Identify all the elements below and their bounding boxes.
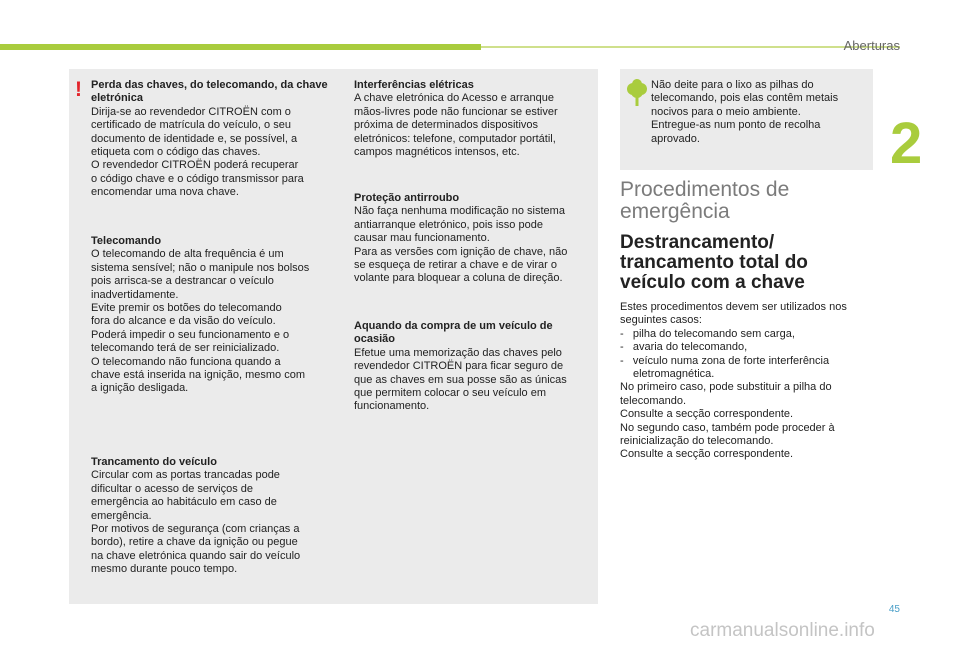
telecomando-title: Telecomando <box>91 235 162 247</box>
antirroubo-note <box>354 192 592 286</box>
interferencias-body: A chave eletrónica do Acesso e arranque mãos-livres pode não funcionar se estiver próxima de determinados dispositivos eletrónicos: telefone, computador portátil, campos magnéticos intensos, etc. <box>354 92 558 159</box>
procedure-text <box>620 301 880 462</box>
top-accent-bar <box>0 44 481 50</box>
watermark: carmanualsonline.info <box>690 620 875 641</box>
list-item: - veículo numa zona de forte interferência eletromagnética. <box>620 354 830 381</box>
trancamento-title: Trancamento do veículo <box>91 456 217 468</box>
second-case-text: No segundo caso, também pode proceder à reinicialização do telecomando. <box>620 421 835 448</box>
interferencias-title: Interferências elétricas <box>354 79 474 91</box>
page-number: 45 <box>888 604 900 615</box>
eco-note <box>651 79 866 146</box>
warning-title: Perda das chaves, do telecomando, da chave eletrónica <box>91 79 328 105</box>
compra-note <box>354 320 592 414</box>
subsection-title: Destrancamento/ trancamento total do veículo com a chave <box>620 232 808 293</box>
trancamento-body: Circular com as portas trancadas pode dificultar o acesso de serviços de emergência ao habitáculo em caso de emergência. Por motivos de segurança (com crianças a bordo), retire a chave da ignição ou pegue na chave eletrónica quando sair do veículo mesmo durante pouco tempo. <box>91 469 301 576</box>
intro-text: Estes procedimentos devem ser utilizados nos seguintes casos: <box>620 301 847 327</box>
first-case-text: No primeiro caso, pode substituir a pilha do telecomando. <box>620 381 832 407</box>
trancamento-note <box>91 456 353 577</box>
warning-lost-keys <box>91 79 353 200</box>
first-case-reference: Consulte a secção correspondente. <box>620 408 794 421</box>
second-case-reference: Consulte a secção correspondente. <box>620 448 794 461</box>
list-item: - avaria do telecomando, <box>620 341 748 354</box>
chapter-number: 2 <box>890 111 923 176</box>
section-header: Aberturas <box>843 38 900 53</box>
list-item: - pilha do telecomando sem carga, <box>620 327 795 340</box>
exclamation-icon: ! <box>75 78 82 101</box>
tree-icon <box>626 79 648 112</box>
case-list <box>620 328 880 382</box>
compra-title: Aquando da compra de um veículo de ocasião <box>354 320 553 346</box>
antirroubo-body: Não faça nenhuma modificação no sistema antiarranque eletrónico, pois isso pode causar mau funcionamento. Para as versões com ignição de chave, não se esqueça de retirar a chave e de virar o volante para bloquear a coluna de direção. <box>354 205 568 285</box>
interferencias-note <box>354 79 592 159</box>
section-title: Procedimentos de emergência <box>620 178 790 223</box>
eco-body: Não deite para o lixo as pilhas do telecomando, pois elas contêm metais nocivos para o meio ambiente. Entregue-as num ponto de recolha aprovado. <box>651 79 839 145</box>
telecomando-body: O telecomando de alta frequência é um sistema sensível; não o manipule nos bolsos pois arrisca-se a destrancar o veículo inadvertidamente. Evite premir os botões do telecomando fora do alcance e da visão do veículo. Poderá impedir o seu funcionamento e o telecomando terá de ser reinicializado. O telecomando não funciona quando a chave está inserida na ignição, mesmo com a ignição desligada. <box>91 248 310 395</box>
antirroubo-title: Proteção antirroubo <box>354 192 460 204</box>
warning-body: Dirija-se ao revendedor CITROËN com o certificado de matrícula do veículo, o seu documento de identidade e, se possível, a etiqueta com o código das chaves. O revendedor CITROËN poderá recuperar o código chave e o código transmissor para encomendar uma nova chave. <box>91 105 304 199</box>
telecomando-note <box>91 235 353 396</box>
compra-body: Efetue uma memorização das chaves pelo revendedor CITROËN para ficar seguro de que as chaves em sua posse são as únicas que permitem colocar o seu veículo em funcionamento. <box>354 346 567 413</box>
